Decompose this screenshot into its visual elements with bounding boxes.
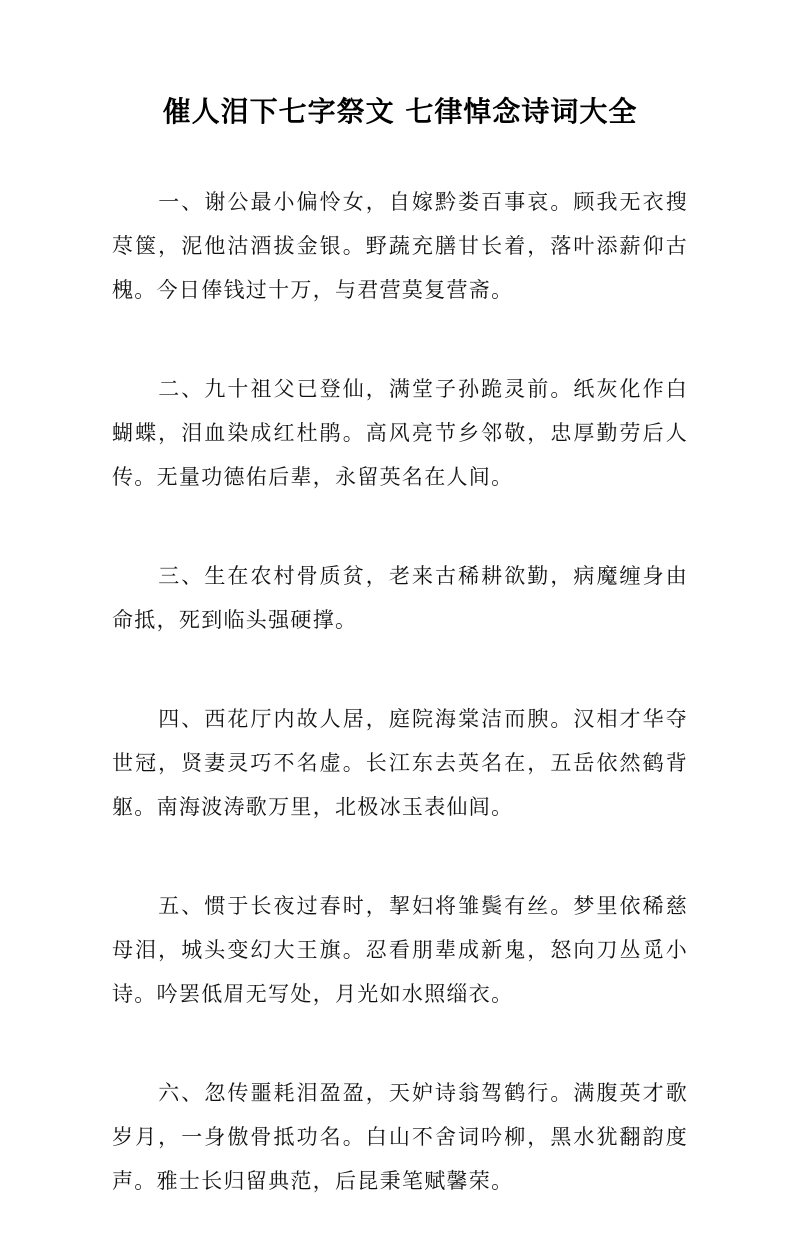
poem-paragraph-3: 三、生在农村骨质贫，老来古稀耕欲勤，病魔缠身由命抵，死到临头强硬撑。 (112, 564, 688, 632)
poem-paragraph-5: 五、惯于长夜过春时，挈妇将雏鬓有丝。梦里依稀慈母泪，城头变幻大王旗。忍看朋辈成新鬼，怒向刀丛觅小诗。吟罢低眉无写处，月光如水照缁衣。 (112, 894, 688, 1006)
poem-paragraph-2: 二、九十祖父已登仙，满堂子孙跪灵前。纸灰化作白蝴蝶，泪血染成红杜鹃。高风亮节乡邻敬，忠厚勤劳后人传。无量功德佑后辈，永留英名在人间。 (112, 377, 688, 489)
document-body (112, 180, 688, 1258)
poem-paragraph-4: 四、西花厅内故人居，庭院海棠洁而腴。汉相才华夺世冠，贤妻灵巧不名虚。长江东去英名在，五岳依然鹤背躯。南海波涛歌万里，北极冰玉表仙闾。 (112, 707, 688, 819)
document-title: 催人泪下七字祭文 七律悼念诗词大全 (162, 95, 638, 128)
poem-paragraph-6: 六、忽传噩耗泪盈盈，天妒诗翁驾鹤行。满腹英才歌岁月，一身傲骨抵功名。白山不舍词吟柳，黑水犹翻韵度声。雅士长归留典范，后昆秉笔赋馨荣。 (112, 1081, 688, 1193)
poem-paragraph-1: 一、谢公最小偏怜女，自嫁黔娄百事哀。顾我无衣搜荩箧，泥他沽酒拔金银。野蔬充膳甘长着，落叶添薪仰古槐。今日俸钱过十万，与君营莫复营斋。 (112, 190, 688, 302)
